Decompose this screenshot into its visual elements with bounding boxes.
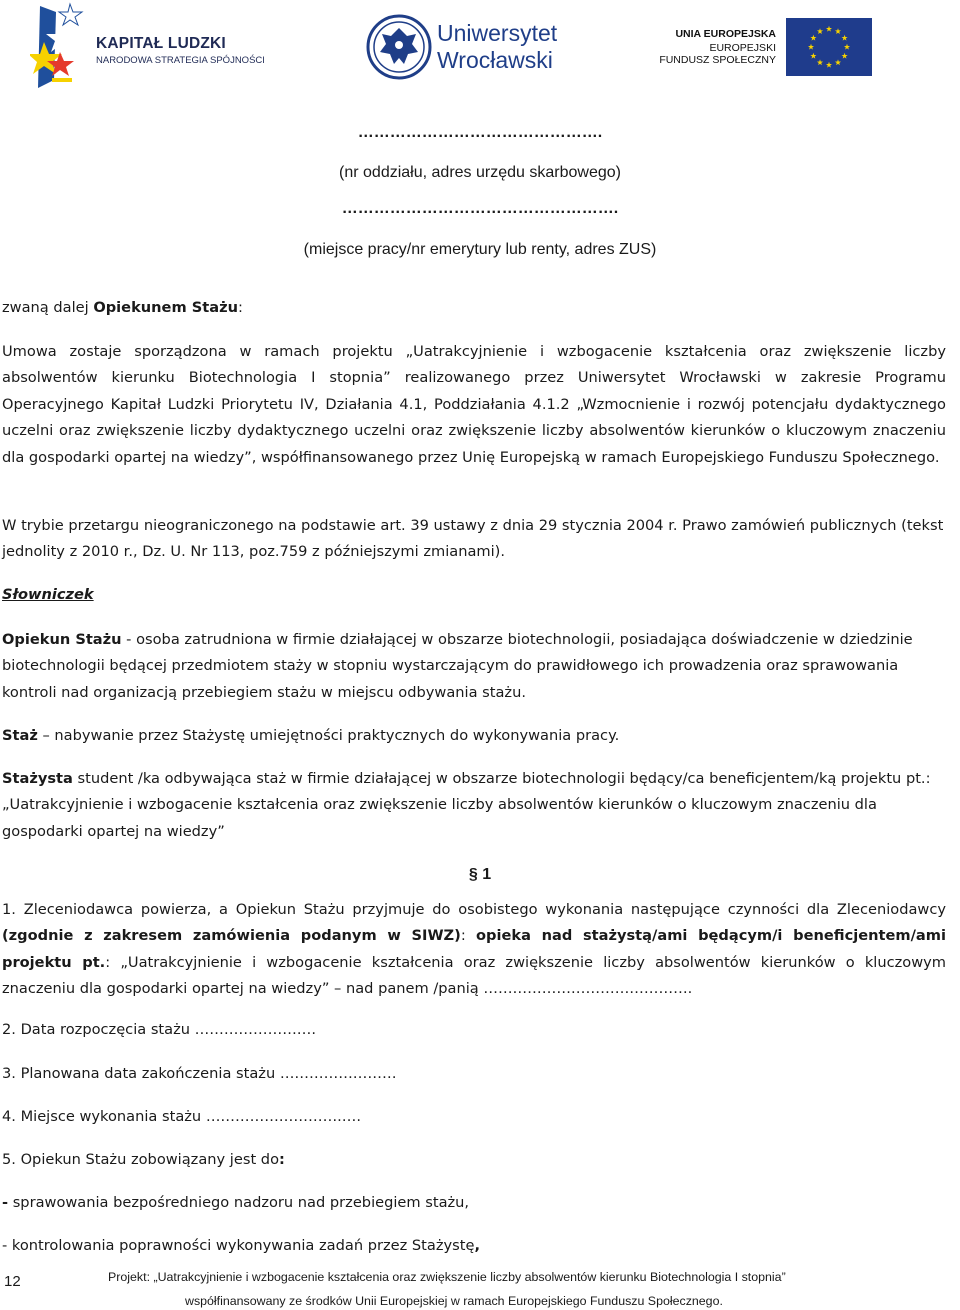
glossary-staz-def: – nabywanie przez Stażystę umiejętności praktycznych do wykonywania pracy. — [37, 727, 620, 744]
eu-star-icon — [844, 44, 850, 50]
item-obligations — [2, 1151, 285, 1168]
eu-star-icon — [808, 44, 814, 50]
glossary-opiekun-term: Opiekun Stażu — [2, 631, 122, 648]
office-dots: ………………………………………. — [357, 124, 603, 141]
obligation-control — [2, 1237, 480, 1254]
eu-star-icon — [835, 59, 841, 65]
section-1-heading: § 1 — [468, 866, 492, 883]
eu-star-icon — [826, 26, 832, 32]
eu-star-icon — [810, 53, 816, 59]
uniwersytet-wroclawski-logo — [366, 12, 576, 84]
glossary-stazysta-def: student /ka odbywająca staż w firmie działającej w obszarze biotechnologii będący/ca beneficjentem/ką projektu pt.: „Uatrakcyjnienie i wzbogacenie kształcenia oraz zwiększenie liczby absolwentów kierunków o kluczowym znaczeniu dla gospodarki opartej na wiedzy” — [2, 770, 931, 840]
page-number: 12 — [4, 1273, 21, 1290]
page-header — [0, 0, 960, 100]
section-1-paragraph — [2, 897, 946, 1003]
obligation-supervision — [2, 1194, 469, 1211]
section-1-part-a: 1. Zleceniodawca powierza, a Opiekun Stażu przyjmuje do osobistego wykonania następujące czynności dla Zleceniodawcy — [2, 901, 946, 918]
footer-project-line: Projekt: „Uatrakcyjnienie i wzbogacenie kształcenia oraz zwiększenie liczby absolwentów kierunku Biotechnologia I stopnia” — [108, 1270, 786, 1284]
kapital-ludzki-title: KAPITAŁ LUDZKI — [96, 35, 226, 52]
kapital-ludzki-subtitle: NARODOWA STRATEGIA SPÓJNOŚCI — [96, 55, 265, 66]
obligation-control-text: - kontrolowania poprawności wykonywania zadań przez Stażystę — [2, 1237, 475, 1254]
section-1-part-b: (zgodnie z zakresem zamówienia podanym w SIWZ) — [2, 927, 461, 945]
eu-star-icon — [835, 28, 841, 34]
eu-star-icon — [826, 62, 832, 68]
eu-star-icon — [817, 59, 823, 65]
item-start-date: 2. Data rozpoczęcia stażu ……………………. — [2, 1021, 317, 1038]
glossary-opiekun-def: - osoba zatrudniona w firmie działającej w obszarze biotechnologii, posiadająca doświadczenie w dziedzinie biotechnologii będącej przedmiotem staży w stopniu wystarczającym do prawidłowego ich prowadzenia oraz sprawowania kontroli nad organizacją przebiegiem stażu w miejscu odbywania stażu. — [2, 631, 913, 701]
glossary-staz-term: Staż — [2, 727, 38, 744]
footer-funding-line: współfinansowany ze środków Unii Europejskiej w ramach Europejskiego Funduszu Społecznego. — [185, 1294, 723, 1308]
section-1-part-c: : — [460, 927, 476, 945]
eu-star-icon — [842, 35, 848, 41]
called-term: Opiekunem Stażu — [93, 299, 238, 316]
eu-star-icon — [842, 53, 848, 59]
office-hint: (nr oddziału, adres urzędu skarbowego) — [339, 164, 621, 181]
item-obligations-colon: : — [279, 1151, 285, 1168]
zus-dots: ……………………………………………. — [341, 200, 619, 217]
obligation-control-end: , — [474, 1237, 480, 1254]
eu-social-fund-logo — [659, 18, 876, 78]
glossary-opiekun — [2, 627, 946, 706]
item-location: 4. Miejsce wykonania stażu ……………………….…. — [2, 1108, 362, 1125]
kapital-ludzki-logo — [30, 2, 270, 94]
eu-fund-line1: EUROPEJSKI — [709, 42, 776, 54]
obligation-supervision-text: sprawowania bezpośredniego nadzoru nad przebiegiem stażu, — [8, 1194, 470, 1211]
item-end-date: 3. Planowana data zakończenia stażu …………………… — [2, 1065, 397, 1082]
obligation-supervision-dash: - — [2, 1194, 9, 1211]
university-name-line2: Wrocławski — [437, 47, 553, 73]
zus-hint: (miejsce pracy/nr emerytury lub renty, adres ZUS) — [303, 241, 657, 258]
glossary-heading: Słowniczek — [2, 586, 94, 603]
item-obligations-text: 5. Opiekun Stażu zobowiązany jest do — [2, 1151, 279, 1168]
eu-flag-icon — [786, 18, 872, 76]
kapital-ludzki-emblem-icon — [30, 2, 92, 94]
glossary-stazysta-term: Stażysta — [2, 770, 73, 787]
called-suffix: : — [237, 299, 243, 316]
eu-name: UNIA EUROPEJSKA — [675, 28, 776, 40]
university-seal-icon — [366, 14, 432, 80]
section-1-part-e: : „Uatrakcyjnienie i wzbogacenie kształcenia oraz zwiększenie liczby absolwentów kierunków o kluczowym znaczeniu dla gospodarki opartej na wiedzy” – nad panem /panią ……………………………………. — [2, 953, 946, 998]
glossary-staz — [2, 723, 946, 749]
called-line — [2, 299, 243, 316]
intro-paragraph: Umowa zostaje sporządzona w ramach projektu „Uatrakcyjnienie i wzbogacenie kształcenia oraz zwiększenie liczby absolwentów kierunku Biotechnologia I stopnia” realizowanego przez Uniwersytet Wrocławski w zakresie Programu Operacyjnego Kapitał Ludzki Priorytetu IV, Działania 4.1, Poddziałania 4.1.2 „Wzmocnienie i rozwój potencjału dydaktycznego uczelni oraz zwiększenie liczby dydaktycznego uczelni oraz zwiększenie liczby absolwentów kierunków o kluczowym znaczeniu dla gospodarki opartej na wiedzy”, współfinansowanego przez Unię Europejską w ramach Europejskiego Funduszu Społecznego. — [2, 343, 946, 466]
eu-stars-icon — [786, 18, 872, 76]
glossary-stazysta — [2, 766, 946, 845]
tender-paragraph: W trybie przetargu nieograniczonego na podstawie art. 39 ustawy z dnia 29 stycznia 2004 r. Prawo zamówień publicznych (tekst jednolity z 2010 r., Dz. U. Nr 113, poz.759 z późniejszymi zmianami). — [2, 517, 944, 561]
section-1-part-d: opieka nad stażystą/ami będącym/i beneficjentem/ami projektu pt. — [2, 927, 946, 971]
eu-star-icon — [817, 28, 823, 34]
eu-fund-line2: FUNDUSZ SPOŁECZNY — [659, 54, 776, 66]
called-prefix: zwaną dalej — [2, 299, 94, 316]
university-name-line1: Uniwersytet — [437, 20, 558, 46]
eu-star-icon — [810, 35, 816, 41]
